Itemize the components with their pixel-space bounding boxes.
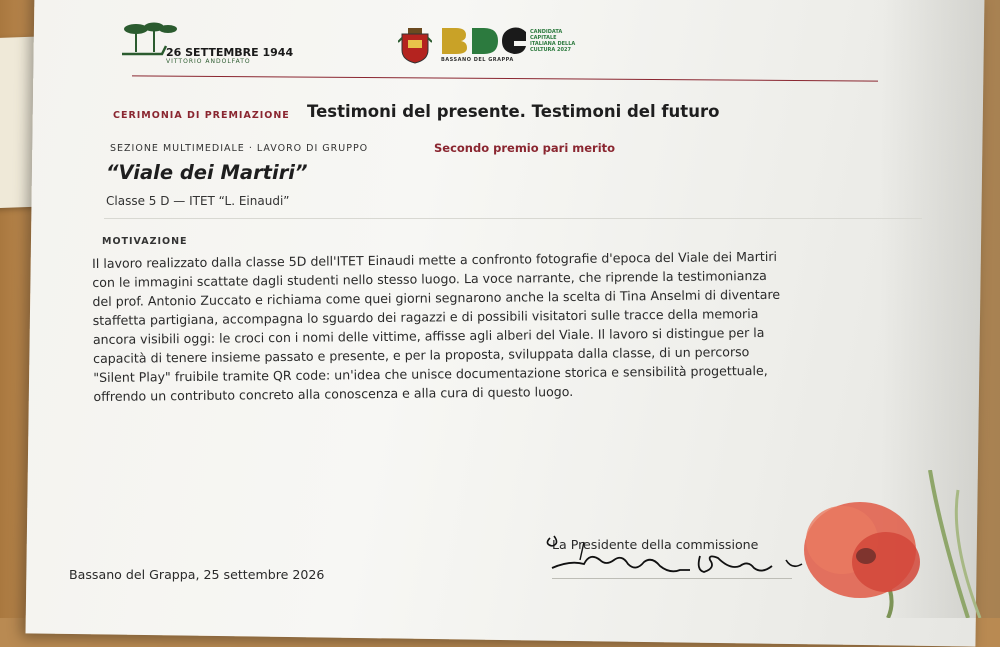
- memorial-date: 26 SETTEMBRE 1944: [166, 46, 294, 59]
- work-class: Classe 5 D — ITET “L. Einaudi”: [106, 194, 290, 208]
- city-crest: [398, 28, 432, 68]
- candidacy-line: CAPITALE: [530, 35, 557, 41]
- motivation-line: offrendo un contributo concreto alla conoscenza e alla cura di questo luogo.: [93, 383, 574, 404]
- work-title: “Viale dei Martiri”: [106, 161, 308, 184]
- candidacy-text: [530, 29, 590, 53]
- motivation-line: con le immagini scattate dagli studenti nello stesso luogo. La voce narrante, che riprende la testimonianza: [92, 267, 767, 290]
- memorial-name: VITTORIO ANDOLFATO: [166, 58, 251, 65]
- candidacy-line: CULTURA 2027: [530, 47, 571, 53]
- motivation-label: MOTIVAZIONE: [102, 236, 188, 247]
- motivation-line: staffetta partigiana, accompagna lo sguardo dei ragazzi e di possibili visitatori sulle tracce della memoria: [92, 306, 759, 328]
- motivation-line: del prof. Antonio Zuccato e richiama come quei giorni segnarono anche la scelta di Tina Anselmi di diventare: [92, 286, 781, 309]
- motivation-line: ancora visibili oggi: le croci con i nomi delle vittime, affisse agli alberi del Viale. Il lavoro si distingue per la: [92, 324, 765, 347]
- motivation-line: "Silent Play" fruibile tramite QR code: un'idea che unisce documentazione storica e sensibilità progettuale,: [93, 362, 768, 385]
- prize-label: Secondo premio pari merito: [434, 141, 616, 155]
- ceremony-title: Testimoni del presente. Testimoni del futuro: [307, 102, 720, 121]
- motivation-line: capacità di tenere insieme passato e presente, e per la proposta, sviluppata dalla classe, di un percorso: [93, 344, 750, 366]
- place-date: Bassano del Grappa, 25 settembre 2026: [69, 567, 325, 582]
- bdg-city-name: BASSANO DEL GRAPPA: [441, 57, 514, 63]
- bdg-logo: [440, 26, 528, 60]
- motivation-line: Il lavoro realizzato dalla classe 5D dell'ITET Einaudi mette a confronto fotografie d'epoca del Viale dei Martiri: [92, 248, 778, 271]
- section-divider: [104, 218, 922, 219]
- ceremony-kicker: CERIMONIA DI PREMIAZIONE: [113, 110, 290, 121]
- candidacy-line: ITALIANA DELLA: [530, 41, 576, 47]
- memorial-logo: [122, 20, 294, 65]
- bdg-icon: [440, 26, 528, 56]
- signatory-label: La Presidente della commissione: [552, 537, 759, 552]
- section-label: SEZIONE MULTIMEDIALE · LAVORO DI GRUPPO: [110, 143, 369, 154]
- crest-icon: [398, 28, 432, 64]
- handwritten-signature: [540, 530, 810, 582]
- poppy-flower-icon: [790, 470, 1000, 618]
- signature-line: [552, 578, 792, 579]
- motivation-body: [92, 246, 864, 406]
- candidacy-line: CANDIDATA: [530, 29, 563, 35]
